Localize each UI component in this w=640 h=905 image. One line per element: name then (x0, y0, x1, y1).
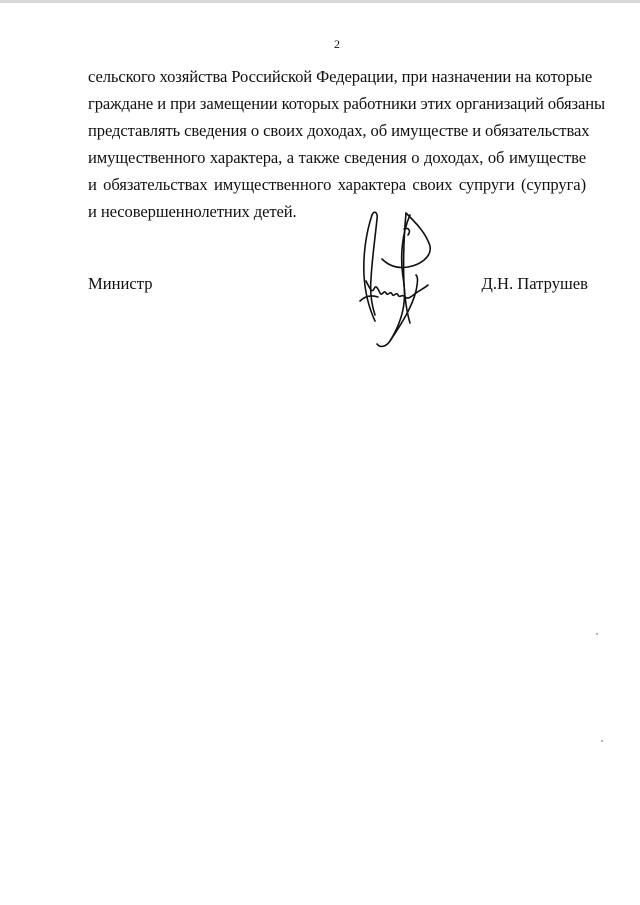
signer-name: Д.Н. Патрушев (481, 274, 588, 293)
body-paragraph (88, 63, 606, 226)
position-title: Министр (88, 274, 153, 293)
signature-block (88, 270, 588, 350)
page-number: 2 (334, 37, 340, 51)
paragraph-line: представлять сведения о своих доходах, об имуществе и обязательствах (88, 121, 590, 141)
paragraph-line: и обязательствах имущественного характера своих супруги (супруга) (88, 175, 586, 195)
page-top-border (0, 0, 640, 3)
paragraph-line: и несовершеннолетних детей. (88, 202, 297, 222)
paragraph-line: имущественного характера, а также сведения о доходах, об имуществе (88, 148, 586, 168)
scan-speck (596, 633, 598, 635)
paragraph-line: граждане и при замещении которых работники этих организаций обязаны (88, 94, 606, 114)
paragraph-line: сельского хозяйства Российской Федерации, при назначении на которые (88, 67, 593, 86)
handwritten-signature (344, 205, 440, 350)
scan-speck (601, 740, 603, 742)
